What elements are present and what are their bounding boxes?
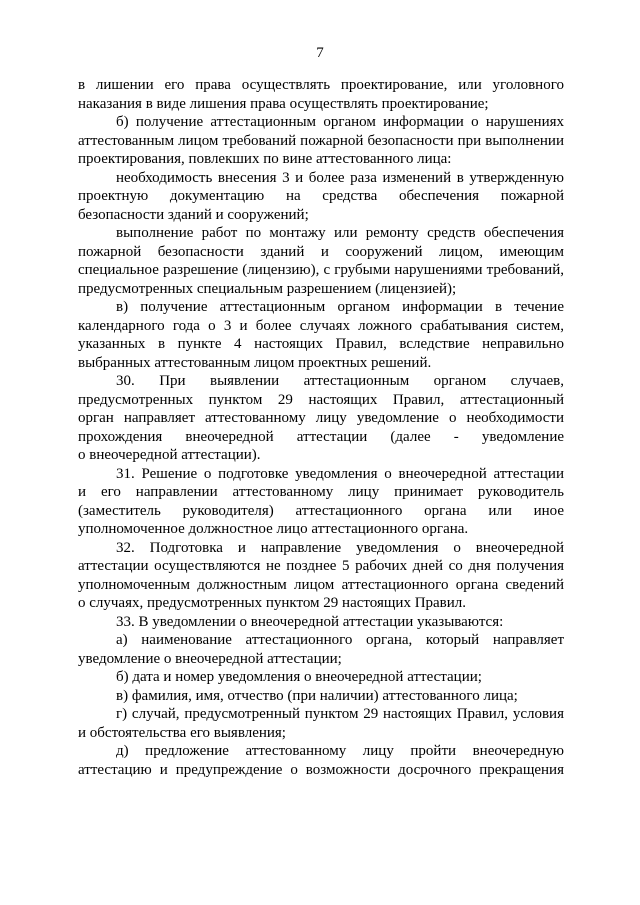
text-line: и его направлении аттестованному лицу принимает руководитель <box>78 484 564 500</box>
text-line: о случаях, предусмотренных пунктом 29 настоящих Правил. <box>78 595 467 611</box>
text-line: в) фамилия, имя, отчество (при наличии) аттестованного лица; <box>116 687 518 704</box>
paragraph <box>78 113 564 169</box>
paragraph <box>78 298 564 372</box>
text-line: прохождения внеочередной аттестации (далее - уведомление <box>78 428 564 445</box>
paragraph <box>78 668 564 687</box>
text-line: безопасности зданий и сооружений; <box>78 206 309 223</box>
text-line: б) получение аттестационным органом информации о нарушениях <box>116 114 564 130</box>
text-line: и обстоятельства его выявления; <box>78 724 286 741</box>
paragraph <box>78 613 564 632</box>
text-line: выполнение работ по монтажу или ремонту средств обеспечения <box>116 225 564 241</box>
text-line: проектную документацию на средства обеспечения пожарной <box>78 188 564 204</box>
paragraph <box>78 465 564 539</box>
text-line: (заместитель руководителя) аттестационного органа или иное <box>78 502 564 519</box>
text-line: календарного года о 3 и более случаях ложного срабатывания систем, <box>78 317 564 334</box>
text-line: аттестации осуществляются не позднее 5 рабочих дней со дня получения <box>78 558 564 574</box>
paragraph <box>78 372 564 465</box>
text-line: а) наименование аттестационного органа, который направляет <box>116 632 564 648</box>
text-line: наказания в виде лишения права осуществлять проектирование; <box>78 95 489 112</box>
text-line: аттестованным лицом требований пожарной безопасности при выполнении <box>78 132 564 149</box>
text-line: в) получение аттестационным органом информации в течение <box>116 299 564 315</box>
paragraph <box>78 705 564 742</box>
text-line: необходимость внесения 3 и более раза изменений в утвержденную <box>116 169 564 186</box>
text-line: предусмотренных специальным разрешением (лицензией); <box>78 280 457 297</box>
text-line: аттестацию и предупреждение о возможности досрочного прекращения <box>78 761 564 778</box>
text-line: уполномоченным должностным лицом аттестационного органа сведений <box>78 576 564 593</box>
text-line: уведомление о внеочередной аттестации; <box>78 650 342 667</box>
text-line: в лишении его права осуществлять проектирование, или уголовного <box>78 77 564 93</box>
paragraph <box>78 76 564 113</box>
document-body <box>78 76 564 779</box>
page-number: 7 <box>316 45 324 61</box>
text-line: г) случай, предусмотренный пунктом 29 настоящих Правил, условия <box>116 706 564 722</box>
text-line: орган направляет аттестованному лицу уведомление о необходимости <box>78 410 564 426</box>
text-line: специальное разрешение (лицензию), с грубыми нарушениями требований, <box>78 262 564 278</box>
text-line: указанных в пункте 4 настоящих Правил, вследствие неправильно <box>78 336 564 352</box>
text-line: 30. При выявлении аттестационным органом случаев, <box>116 373 564 389</box>
paragraph <box>78 539 564 613</box>
text-line: проектирования, повлекших по вине аттестованного лица: <box>78 151 452 167</box>
paragraph <box>78 631 564 668</box>
paragraph <box>78 687 564 706</box>
paragraph <box>78 169 564 225</box>
text-line: б) дата и номер уведомления о внеочередной аттестации; <box>116 669 482 685</box>
text-line: д) предложение аттестованному лицу пройти внеочередную <box>116 743 564 759</box>
paragraph <box>78 742 564 779</box>
paragraph <box>78 224 564 298</box>
text-line: 31. Решение о подготовке уведомления о внеочередной аттестации <box>116 465 564 482</box>
text-line: уполномоченное должностное лицо аттестационного органа. <box>78 521 469 537</box>
text-line: 32. Подготовка и направление уведомления о внеочередной <box>116 539 564 556</box>
text-line: о внеочередной аттестации). <box>78 447 261 463</box>
text-line: 33. В уведомлении о внеочередной аттестации указываются: <box>116 613 504 630</box>
text-line: выбранных аттестованным лицом проектных решений. <box>78 354 432 371</box>
text-line: пожарной безопасности зданий и сооружений лицом, имеющим <box>78 243 564 260</box>
text-line: предусмотренных пунктом 29 настоящих Правил, аттестационный <box>78 391 564 408</box>
